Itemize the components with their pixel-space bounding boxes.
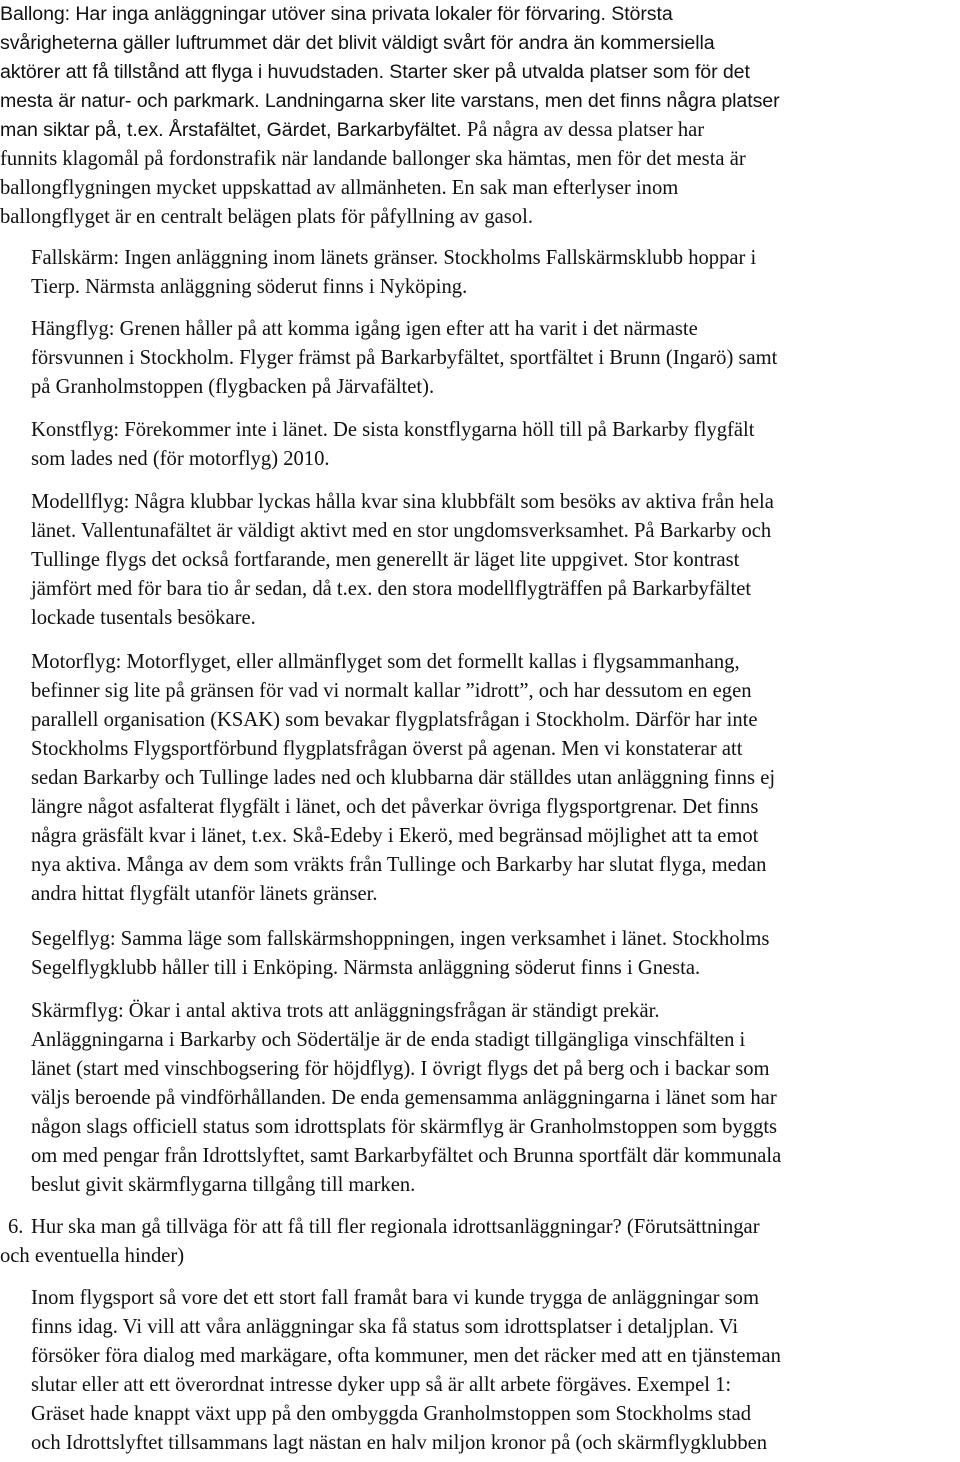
paragraph-hangflyg (31, 315, 777, 402)
text-run: Hängflyg: Grenen håller på att komma igång igen efter att ha varit i det närmaste (31, 318, 698, 340)
paragraph-skarmflyg (31, 997, 781, 1200)
segelflyg-line (31, 925, 769, 954)
text-run: jämfört med för bara tio år sedan, då t.ex. den stora modellflygträffen på Barkarbyfältet (31, 578, 752, 600)
text-run: andra hittat flygfält utanför länets gränser. (31, 883, 378, 905)
answer-line (31, 1371, 781, 1400)
question-text (0, 1213, 760, 1271)
text-run: lockade tusentals besökare. (31, 607, 256, 629)
text-run: parallell organisation (KSAK) som bevakar flygplatsfrågan i Stockholm. Därför har inte (31, 709, 758, 731)
text-run: Segelflyg: Samma läge som fallskärmshoppningen, ingen verksamhet i länet. Stockholms (31, 928, 770, 950)
answer-line (31, 1400, 781, 1429)
text-run: slutar eller att ett överordnat intresse dyker upp så är allt arbete förgäves. Exempel 1: (31, 1374, 732, 1396)
motorflyg-line (31, 880, 775, 909)
text-run: om med pengar från Idrottslyftet, samt Barkarbyfältet och Brunna sportfält där kommunala (31, 1145, 782, 1167)
text-run: befinner sig lite på gränsen för vad vi normalt kallar ”idrott”, och har dessutom en egen (31, 680, 752, 702)
text-run: På några av dessa platser har (466, 119, 705, 141)
text-run: väljs beroende på vindförhållanden. De enda gemensamma anläggningarna i länet som har (31, 1087, 777, 1109)
skarmflyg-line (31, 1142, 781, 1171)
text-run: någon slags officiell status som idrottsplats för skärmflyg är Granholmstoppen som byggts (31, 1116, 778, 1138)
text-run: svårigheterna gäller luftrummet där det blivit väldigt svårt för andra än kommersiella (0, 32, 715, 54)
paragraph-motorflyg (31, 648, 775, 909)
motorflyg-line (31, 706, 775, 735)
text-run: Skärmflyg: Ökar i antal aktiva trots att anläggningsfrågan är ständigt prekär. (31, 1000, 660, 1022)
text-run: Tullinge flygs det också fortfarande, men generellt är läget lite uppgivet. Stor kontrast (31, 549, 740, 571)
ballong-line (0, 116, 780, 145)
text-run: Gräset hade knappt växt upp på den ombyggda Granholmstoppen som Stockholms stad (31, 1403, 752, 1425)
ballong-line (0, 203, 780, 232)
text-run: på Granholmstoppen (flygbacken på Järvafältet). (31, 376, 435, 398)
motorflyg-line (31, 851, 775, 880)
hangflyg-line (31, 315, 777, 344)
fallskarm-line (31, 244, 756, 273)
question-line (0, 1242, 760, 1271)
konstflyg-line (31, 416, 755, 445)
ballong-line (0, 29, 780, 58)
modellflyg-line (31, 575, 774, 604)
text-run: ballongflyget är en centralt belägen plats för påfyllning av gasol. (0, 206, 533, 228)
ballong-line (0, 87, 780, 116)
paragraph-modellflyg (31, 488, 774, 633)
ballong-line (0, 58, 780, 87)
text-run: Fallskärm: Ingen anläggning inom länets gränser. Stockholms Fallskärmsklubb hoppar i (31, 247, 757, 269)
modellflyg-line (31, 488, 774, 517)
text-run: finns idag. Vi vill att våra anläggningar ska få status som idrottsplatser i detaljplan. Vi (31, 1316, 739, 1338)
ballong-line (0, 0, 780, 29)
text-run: längre något asfalterat flygfält i länet, och det påverkar övriga flygsportgrenar. Det finns (31, 796, 759, 818)
hangflyg-line (31, 373, 777, 402)
text-run: man siktar på, t.ex. Årstafältet, Gärdet, Barkarbyfältet. (0, 119, 467, 141)
text-run: nya aktiva. Många av dem som vräkts från Tullinge och Barkarby har slutat flyga, medan (31, 854, 767, 876)
answer-line (31, 1284, 781, 1313)
text-run: försvunnen i Stockholm. Flyger främst på Barkarbyfältet, sportfältet i Brunn (Ingarö) samt (31, 347, 778, 369)
modellflyg-line (31, 517, 774, 546)
hangflyg-line (31, 344, 777, 373)
text-run: Segelflygklubb håller till i Enköping. Närmsta anläggning söderut finns i Gnesta. (31, 957, 701, 979)
text-run: länet (start med vinschbogsering för höjdflyg). I övrigt flygs det på berg och i backar som (31, 1058, 770, 1080)
motorflyg-line (31, 677, 775, 706)
text-run: funnits klagomål på fordonstrafik när landande ballonger ska hämtas, men för det mesta är (0, 148, 746, 170)
question-line (0, 1213, 760, 1242)
fallskarm-line (31, 273, 756, 302)
question-number: 6. (8, 1216, 24, 1238)
answer-line (31, 1342, 781, 1371)
text-run: och eventuella hinder) (0, 1245, 185, 1267)
text-run: Anläggningarna i Barkarby och Södertälje är de enda stadigt tillgängliga vinschfälten i (31, 1029, 746, 1051)
text-run: Hur ska man gå tillväga för att få till fler regionala idrottsanläggningar? (Förutsättningar (31, 1216, 760, 1238)
text-run: och Idrottslyftet tillsammans lagt nästan en halv miljon kronor på (och skärmflygklubben (31, 1432, 768, 1454)
question-6 (0, 1213, 960, 1271)
motorflyg-line (31, 735, 775, 764)
text-run: försöker föra dialog med markägare, ofta kommuner, men det räcker med att en tjänsteman (31, 1345, 781, 1367)
motorflyg-line (31, 822, 775, 851)
text-run: Inom flygsport så vore det ett stort fall framåt bara vi kunde trygga de anläggningar som (31, 1287, 760, 1309)
paragraph-fallskarm (31, 244, 756, 302)
motorflyg-line (31, 764, 775, 793)
skarmflyg-line (31, 1171, 781, 1200)
text-run: några gräsfält kvar i länet, t.ex. Skå-Edeby i Ekerö, med begränsad möjlighet att ta emot (31, 825, 759, 847)
text-run: Ballong: Har inga anläggningar utöver sina privata lokaler för förvaring. Största (0, 3, 673, 25)
text-run: Modellflyg: Några klubbar lyckas hålla kvar sina klubbfält som besöks av aktiva från hela (31, 491, 774, 513)
text-run: Stockholms Flygsportförbund flygplatsfrågan överst på agenan. Men vi konstaterar att (31, 738, 743, 760)
text-run: Konstflyg: Förekommer inte i länet. De sista konstflygarna höll till på Barkarby flygfält (31, 419, 755, 441)
ballong-line (0, 145, 780, 174)
answer-line (31, 1313, 781, 1342)
paragraph-ballong (0, 0, 780, 232)
modellflyg-line (31, 546, 774, 575)
segelflyg-line (31, 954, 769, 983)
ballong-line (0, 174, 780, 203)
skarmflyg-line (31, 1084, 781, 1113)
text-run: mesta är natur- och parkmark. Landningarna sker lite varstans, men det finns några platser (0, 90, 780, 112)
modellflyg-line (31, 604, 774, 633)
answer-line (31, 1429, 781, 1458)
text-run: ballongflygningen mycket uppskattad av allmänheten. En sak man efterlyser inom (0, 177, 679, 199)
paragraph-segelflyg (31, 925, 769, 983)
motorflyg-line (31, 648, 775, 677)
skarmflyg-line (31, 1026, 781, 1055)
text-run: beslut givit skärmflygarna tillgång till marken. (31, 1174, 416, 1196)
konstflyg-line (31, 445, 755, 474)
text-run: sedan Barkarby och Tullinge lades ned och klubbarna där ställdes utan anläggning finns ej (31, 767, 776, 789)
paragraph-konstflyg (31, 416, 755, 474)
skarmflyg-line (31, 997, 781, 1026)
text-run: som lades ned (för motorflyg) 2010. (31, 448, 330, 470)
text-run: Tierp. Närmsta anläggning söderut finns i Nyköping. (31, 276, 468, 298)
text-run: aktörer att få tillstånd att flyga i huvudstaden. Starter sker på utvalda platser som för det (0, 61, 750, 83)
paragraph-answer (31, 1284, 781, 1458)
skarmflyg-line (31, 1055, 781, 1084)
text-run: länet. Vallentunafältet är väldigt aktivt med en stor ungdomsverksamhet. På Barkarby och (31, 520, 772, 542)
text-run: Motorflyg: Motorflyget, eller allmänflyget som det formellt kallas i flygsammanhang, (31, 651, 740, 673)
motorflyg-line (31, 793, 775, 822)
skarmflyg-line (31, 1113, 781, 1142)
